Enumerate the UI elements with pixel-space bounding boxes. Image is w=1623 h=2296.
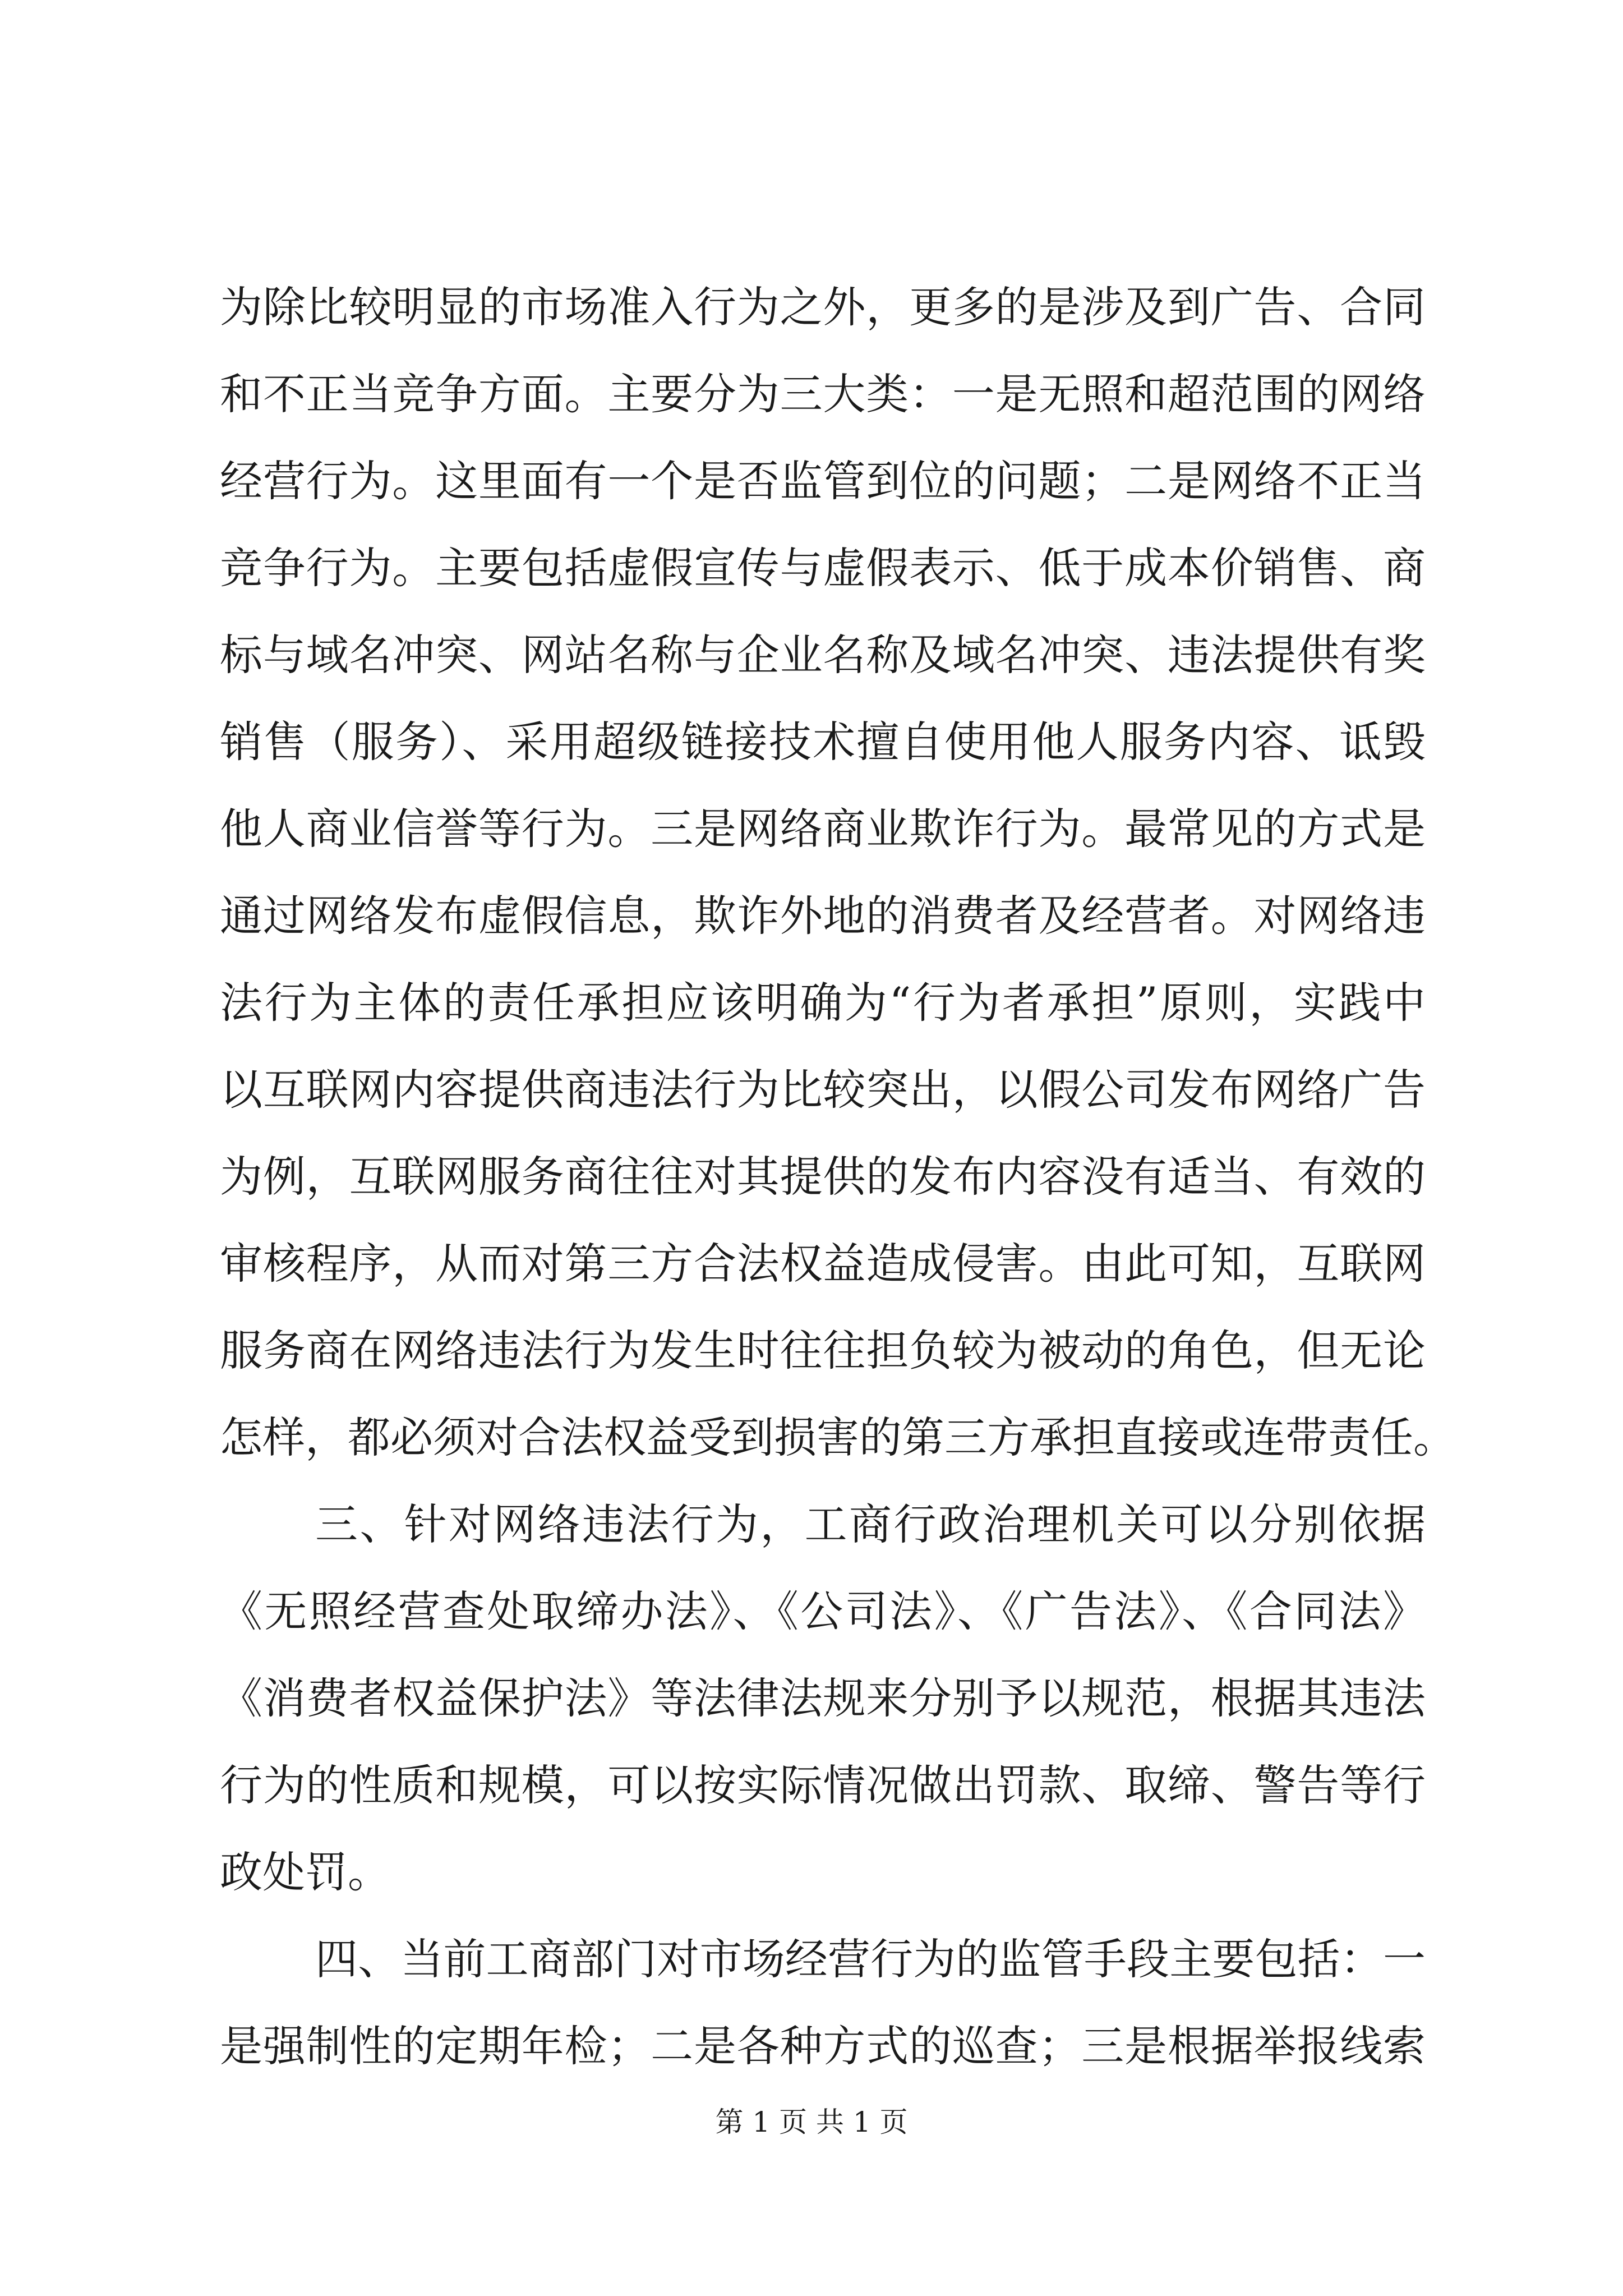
text-line: 标与域名冲突、网站名称与企业名称及域名冲突、违法提供有奖 xyxy=(220,630,1426,680)
text-line: 服务商在网络违法行为发生时往往担负较为被动的角色，但无论 xyxy=(220,1326,1426,1375)
document-body xyxy=(220,264,1456,2090)
text-line: 《消费者权益保护法》等法律法规来分别予以规范，根据其违法 xyxy=(220,1673,1426,1723)
text-line: 《无照经营查处取缔办法》、《公司法》、《广告法》、《合同法》 xyxy=(220,1586,1426,1636)
text-line: 和不正当竞争方面。主要分为三大类：一是无照和超范围的网络 xyxy=(220,369,1426,419)
text-line: 经营行为。这里面有一个是否监管到位的问题；二是网络不正当 xyxy=(220,456,1426,506)
text-line: 行为的性质和规模，可以按实际情况做出罚款、取缔、警告等行 xyxy=(220,1760,1426,1810)
text-line: 三、针对网络违法行为，工商行政治理机关可以分别依据 xyxy=(315,1499,1426,1549)
text-line: 竞争行为。主要包括虚假宣传与虚假表示、低于成本价销售、商 xyxy=(220,543,1426,593)
text-line: 销售（服务）、采用超级链接技术擅自使用他人服务内容、诋毁 xyxy=(220,717,1426,767)
text-line: 政处罚。 xyxy=(220,1847,390,1897)
text-line: 是强制性的定期年检；二是各种方式的巡查；三是根据举报线索 xyxy=(220,2021,1426,2071)
text-line: 为除比较明显的市场准入行为之外，更多的是涉及到广告、合同 xyxy=(220,282,1426,332)
text-line: 四、当前工商部门对市场经营行为的监管手段主要包括：一 xyxy=(315,1934,1426,1984)
text-line: 法行为主体的责任承担应该明确为“行为者承担”原则，实践中 xyxy=(220,978,1426,1028)
text-line: 他人商业信誉等行为。三是网络商业欺诈行为。最常见的方式是 xyxy=(220,804,1426,854)
page-footer: 第 1 页 共 1 页 xyxy=(715,2106,908,2138)
text-line: 通过网络发布虚假信息，欺诈外地的消费者及经营者。对网络违 xyxy=(220,891,1426,941)
text-line: 怎样，都必须对合法权益受到损害的第三方承担直接或连带责任。 xyxy=(220,1412,1456,1462)
text-line: 审核程序，从而对第三方合法权益造成侵害。由此可知，互联网 xyxy=(220,1239,1426,1289)
text-line: 以互联网内容提供商违法行为比较突出，以假公司发布网络广告 xyxy=(220,1065,1426,1115)
text-line: 为例，互联网服务商往往对其提供的发布内容没有适当、有效的 xyxy=(220,1152,1426,1202)
